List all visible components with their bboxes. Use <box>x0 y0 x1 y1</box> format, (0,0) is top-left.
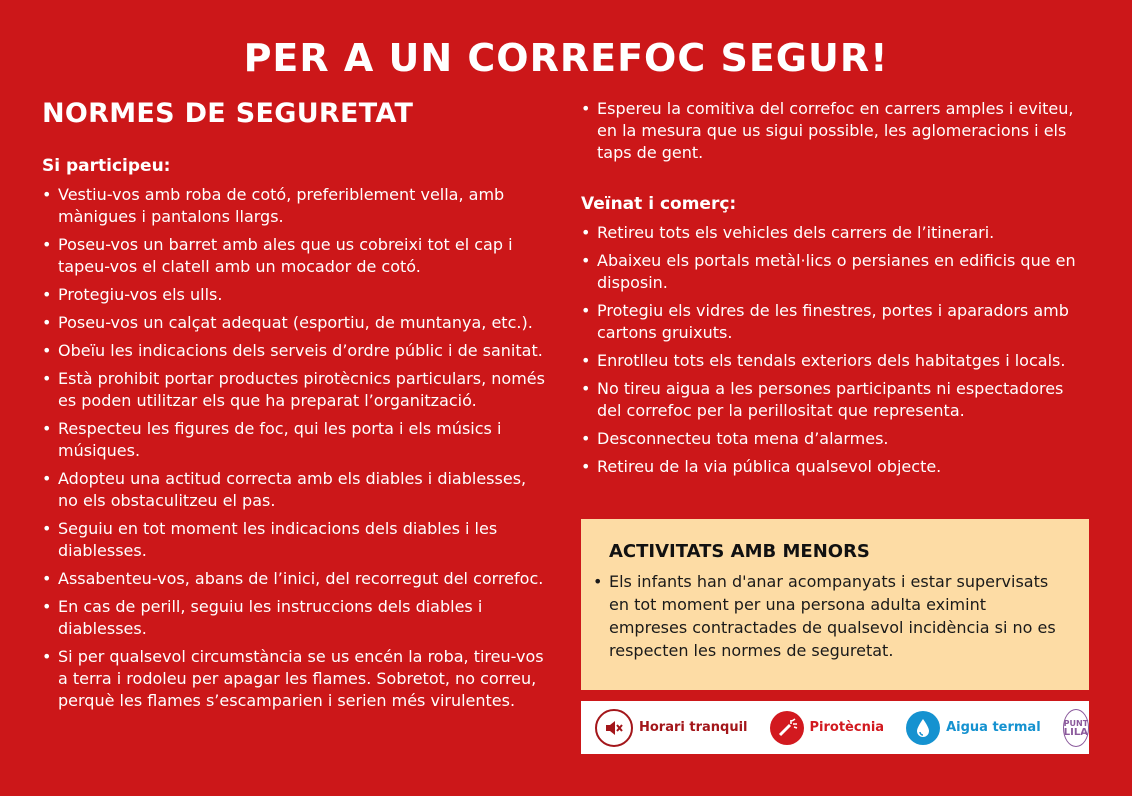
list-item: • Obeïu les indicacions dels serveis d’ordre públic i de sanitat. <box>42 340 550 362</box>
list-item: • Poseu-vos un calçat adequat (esportiu, de muntanya, etc.). <box>42 312 550 334</box>
legend-label: Horari tranquil <box>639 720 748 735</box>
logo-top-text: PUNT <box>1063 718 1089 728</box>
participants-subheading: Si participeu: <box>42 156 171 176</box>
minors-heading: ACTIVITATS AMB MENORS <box>609 541 870 562</box>
list-item: • Retireu de la via pública qualsevol objecte. <box>581 456 1089 478</box>
legend-label: Aigua termal <box>946 720 1041 735</box>
list-item: • Espereu la comitiva del correfoc en carrers amples i eviteu, en la mesura que us sigui possible, les aglomeracions i els taps de gent. <box>581 98 1089 164</box>
fireworks-icon <box>770 711 804 745</box>
list-item: • No tireu aigua a les persones participants ni espectadores del correfoc per la perillositat que representa. <box>581 378 1089 422</box>
list-item: • Protegiu els vidres de les finestres, portes i aparadors amb cartons gruixuts. <box>581 300 1089 344</box>
punt-lila-logo <box>1063 709 1090 747</box>
list-item: • Els infants han d'anar acompanyats i estar supervisats en tot moment per una persona adulta eximint empreses contractades de qualsevol incidència si no es respecten les normes de seguretat. <box>593 570 1069 662</box>
list-item: • En cas de perill, seguiu les instruccions dels diables i diablesses. <box>42 596 550 640</box>
list-item: • Abaixeu els portals metàl·lics o persianes en edificis que en disposin. <box>581 250 1089 294</box>
right-column <box>581 98 1089 484</box>
list-item: • Protegiu-vos els ulls. <box>42 284 550 306</box>
list-item: • Respecteu les figures de foc, qui les porta i els músics i músiques. <box>42 418 550 462</box>
participant-rules-list <box>42 184 550 712</box>
list-item: • Vestiu-vos amb roba de cotó, preferiblement vella, amb mànigues i pantalons llargs. <box>42 184 550 228</box>
list-item: • Poseu-vos un barret amb ales que us cobreixi tot el cap i tapeu-vos el clatell amb un mocador de cotó. <box>42 234 550 278</box>
section-heading: NORMES DE SEGURETAT <box>42 98 414 129</box>
list-item: • Està prohibit portar productes pirotècnics particulars, només es poden utilitzar els que ha preparat l’organització. <box>42 368 550 412</box>
left-column <box>42 98 550 718</box>
legend-item-thermal-water <box>906 711 1041 745</box>
legend-bar <box>581 701 1089 754</box>
list-item: • Enrotlleu tots els tendals exteriors dels habitatges i locals. <box>581 350 1089 372</box>
spectator-rules-list <box>581 98 1089 164</box>
neighbour-rules-list <box>581 222 1089 478</box>
water-drop-icon <box>906 711 940 745</box>
page-title: PER A UN CORREFOC SEGUR! <box>243 36 889 80</box>
list-item: • Desconnecteu tota mena d’alarmes. <box>581 428 1089 450</box>
legend-label: Pirotècnia <box>809 720 885 735</box>
list-item: • Adopteu una actitud correcta amb els diables i diablesses, no els obstaculitzeu el pas. <box>42 468 550 512</box>
muted-speaker-icon <box>595 709 633 747</box>
legend-item-fireworks <box>770 711 885 745</box>
list-item: • Retireu tots els vehicles dels carrers de l’itinerari. <box>581 222 1089 244</box>
minors-list <box>593 570 1069 662</box>
list-item: • Seguiu en tot moment les indicacions dels diables i les diablesses. <box>42 518 550 562</box>
list-item: • Assabenteu-vos, abans de l’inici, del recorregut del correfoc. <box>42 568 550 590</box>
logo-bottom-text: LILA <box>1063 726 1089 738</box>
neighbours-subheading: Veïnat i comerç: <box>581 194 737 214</box>
list-item: • Si per qualsevol circumstància se us encén la roba, tireu-vos a terra i rodoleu per apagar les flames. Sobretot, no correu, perquè les flames s’escamparien i serien més virulentes. <box>42 646 550 712</box>
legend-item-quiet-hours <box>595 709 748 747</box>
minors-activities-box <box>581 519 1089 690</box>
